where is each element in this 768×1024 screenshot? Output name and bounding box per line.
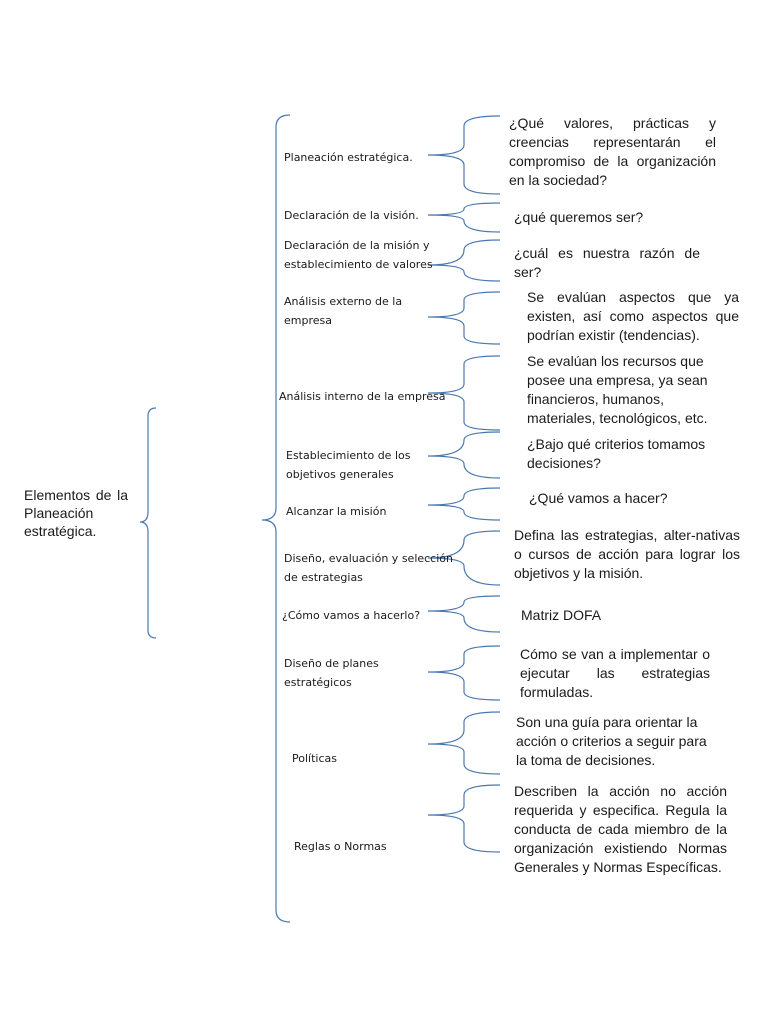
item-label-alcanzar: Alcanzar la misión xyxy=(286,505,387,518)
item-desc-analisis-externo: Se evalúan aspectos que ya existen, así como aspectos que podrían existir (tendencias). xyxy=(527,289,739,343)
brace-11 xyxy=(428,712,500,774)
item-label-mision: Declaración de la misión y establecimiento de valores xyxy=(284,239,433,271)
item-desc-analisis-interno: Se evalúan los recursos que posee una empresa, ya sean financieros, humanos, materiales, tecnológicos, etc. xyxy=(527,353,708,426)
brace-2 xyxy=(428,203,500,232)
item-label-planeacion: Planeación estratégica. xyxy=(284,151,413,164)
root-label: Elementos de la Planeación estratégica. xyxy=(24,487,128,539)
item-label-diseno-estrategias: Diseño, evaluación y selección de estrategias xyxy=(284,552,453,584)
brace-1 xyxy=(428,116,500,194)
item-desc-planeacion: ¿Qué valores, prácticas y creencias representarán el compromiso de la organización en la sociedad? xyxy=(509,115,716,188)
item-desc-planes: Cómo se van a implementar o ejecutar las estrategias formuladas. xyxy=(520,646,710,700)
root-brace xyxy=(140,408,156,638)
brace-10 xyxy=(428,646,500,700)
item-desc-como: Matriz DOFA xyxy=(521,607,602,623)
brace-4 xyxy=(428,292,500,344)
brace-12 xyxy=(428,785,500,852)
item-desc-diseno-estrategias: Defina las estrategias, alter-nativas o cursos de acción para lograr los objetivos y la misión. xyxy=(514,527,740,581)
item-label-como: ¿Cómo vamos a hacerlo? xyxy=(282,609,421,622)
item-desc-mision: ¿cuál es nuestra razón de ser? xyxy=(514,245,700,280)
item-desc-alcanzar: ¿Qué vamos a hacer? xyxy=(529,490,668,506)
item-label-objetivos: Establecimiento de los objetivos generales xyxy=(286,449,411,481)
item-label-planes: Diseño de planes estratégicos xyxy=(284,657,379,689)
item-desc-objetivos: ¿Bajo qué criterios tomamos decisiones? xyxy=(527,436,706,471)
item-label-vision: Declaración de la visión. xyxy=(284,209,419,222)
item-desc-reglas: Describen la acción no acción requerida y especifica. Regula la conducta de cada miembro de la organización existiendo Normas Generales y Normas Específicas. xyxy=(514,783,727,875)
brace-7 xyxy=(428,488,500,520)
item-label-analisis-externo: Análisis externo de la empresa xyxy=(284,295,403,327)
brace-6 xyxy=(428,432,500,478)
item-label-reglas: Reglas o Normas xyxy=(294,840,387,853)
item-label-analisis-interno: Análisis interno de la empresa xyxy=(279,390,446,403)
item-desc-politicas: Son una guía para orientar la acción o criterios a seguir para la toma de decisiones. xyxy=(516,714,707,768)
item-label-politicas: Políticas xyxy=(292,752,337,765)
item-desc-vision: ¿qué queremos ser? xyxy=(514,209,644,225)
